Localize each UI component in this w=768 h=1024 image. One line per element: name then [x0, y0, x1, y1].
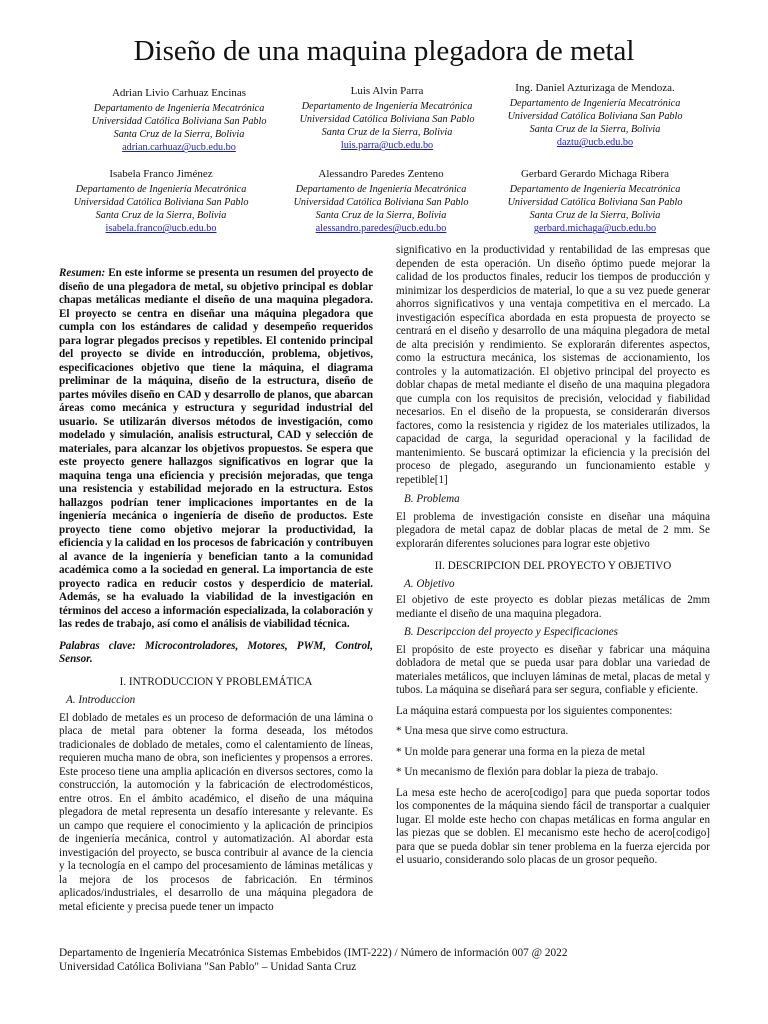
- author-email-link[interactable]: gerbard.michaga@ucb.edu.bo: [533, 223, 657, 235]
- author-univ: Universidad Católica Boliviana San Pablo: [507, 111, 683, 123]
- left-column: [59, 267, 373, 914]
- footer-line-1: Departamento de Ingeniería Mecatrónica Sistemas Embebidos (IMT-222) / Número de información 007 @ 2022: [59, 947, 568, 959]
- author-dept: Departamento de Ingeniería Mecatrónica: [75, 184, 247, 196]
- author-city: Santa Cruz de la Sierra, Bolivia: [529, 210, 661, 222]
- componentes-intro: La máquina estará compuesta por los siguientes componentes:: [396, 704, 673, 717]
- author-block: [258, 168, 504, 235]
- section-heading-2: II. DESCRIPCION DEL PROYECTO Y OBJETIVO: [434, 560, 672, 572]
- author-dept: Departamento de Ingeniería Mecatrónica: [93, 103, 265, 115]
- author-email-link[interactable]: alessandro.paredes@ucb.edu.bo: [315, 223, 447, 235]
- author-block: [38, 168, 284, 235]
- author-dept: Departamento de Ingeniería Mecatrónica: [295, 184, 467, 196]
- subsection-heading-problema: B. Problema: [404, 493, 460, 505]
- abstract-label: Resumen:: [59, 267, 106, 279]
- subsection-heading-intro: A. Introduccion: [66, 694, 136, 706]
- author-univ: Universidad Católica Boliviana San Pablo: [299, 114, 475, 126]
- author-email-link[interactable]: luis.parra@ucb.edu.bo: [340, 140, 434, 152]
- page-footer: [59, 946, 567, 974]
- author-name: Adrian Livio Carhuaz Encinas: [111, 87, 247, 99]
- author-univ: Universidad Católica Boliviana San Pablo: [293, 197, 469, 209]
- componente-item: * Un molde para generar una forma en la pieza de metal: [396, 745, 646, 758]
- paper-title: Diseño de una maquina plegadora de metal: [133, 35, 635, 67]
- author-email-link[interactable]: adrian.carhuaz@ucb.edu.bo: [122, 142, 236, 154]
- abstract: [59, 267, 373, 632]
- author-email-link[interactable]: isabela.franco@ucb.edu.bo: [105, 223, 217, 235]
- author-name: Gerbard Gerardo Michaga Ribera: [520, 168, 670, 180]
- author-name: Luis Alvin Parra: [350, 85, 424, 97]
- author-city: Santa Cruz de la Sierra, Bolivia: [315, 210, 447, 222]
- problema-paragraph: El problema de investigación consiste en diseñar una máquina plegadora de metal capaz de doblar placas de metal de 2 mm. Se explorarán diferentes soluciones para lograr este objetivo: [396, 510, 710, 550]
- author-dept: Departamento de Ingeniería Mecatrónica: [509, 184, 681, 196]
- author-univ: Universidad Católica Boliviana San Pablo: [73, 197, 249, 209]
- author-city: Santa Cruz de la Sierra, Bolivia: [529, 124, 661, 136]
- section-heading-1: I. INTRODUCCION Y PROBLEMÁTICA: [119, 675, 313, 688]
- author-block: [472, 82, 718, 149]
- author-name: Ing. Daniel Azturizaga de Mendoza.: [515, 82, 675, 94]
- author-city: Santa Cruz de la Sierra, Bolivia: [113, 129, 245, 141]
- author-name: Isabela Franco Jiménez: [109, 168, 213, 180]
- footer-line-2: Universidad Católica Boliviana "San Pablo" – Unidad Santa Cruz: [59, 961, 357, 973]
- author-email-link[interactable]: daztu@ucb.edu.bo: [556, 137, 634, 149]
- componente-item: * Un mecanismo de flexión para doblar la pieza de trabajo.: [396, 766, 659, 778]
- descripcion-paragraph: El propósito de este proyecto es diseñar y fabricar una máquina dobladora de metal que se pueda usar para doblar una variedad de materiales metálicos, que incluyen láminas de metal, placas de metal y tubos. La máquina se diseñará para ser segura, confiable y eficiente.: [396, 643, 710, 696]
- author-univ: Universidad Católica Boliviana San Pablo: [507, 197, 683, 209]
- subsection-heading-descripcion: B. Descripccion del proyecto y Especificaciones: [404, 626, 618, 638]
- author-dept: Departamento de Ingeniería Mecatrónica: [509, 98, 681, 110]
- intro-paragraph-continued: significativo en la productividad y rentabilidad de las empresas que dependen de esta operación. Un diseño óptimo puede mejorar la calidad de los productos finales, reducir los tiempos de producción y minimizar los desperdicios de material, lo que a su vez puede generar ahorros significativos y una ventaja competitiva en el mercado. La investigación específica abordada en esta propuesta de proyecto se centrará en el diseño y desarrollo de una máquina plegadora de metal de alta precisión y rendimiento. Se explorarán diferentes aspectos, como la estructura mecánica, los sistemas de accionamiento, los controles y la automatización. El objetivo principal del proyecto es doblar chapas de metal mediante el diseño de una maquina plegadora que cumpla con los requisitos de precisión, velocidad y fiabilidad necesarios. En el diseño de la propuesta, se considerarán diversos factores, como la resistencia y rigidez de los materiales utilizados, la capacidad de carga, la seguridad operacional y la facilidad de mantenimiento. Se buscará optimizar la eficiencia y la precisión del proceso de plegado, asegurando un funcionamiento estable y repetible[1]: [396, 244, 710, 486]
- intro-paragraph: El doblado de metales es un proceso de deformación de una lámina o placa de metal para obtener la forma deseada, los métodos tradicionales de doblado de metales, como el calentamiento de líneas, requieren mucha mano de obra, son ineficientes y propensos a errores. Este proceso tiene una amplia aplicación en diversos sectores, como la construcción, la automoción y la fabricación de electrodomésticos, entre otros. En el ámbito académico, el diseño de una máquina plegadora de metal representa un desafío interesante y relevante. Es un campo que requiere el conocimiento y la aplicación de principios de ingeniería mecánica, control y automatización. Al abordar esta investigación del proyecto, se busca contribuir al avance de la ciencia y la tecnología en el campo del procesamiento de láminas metálicas y la mejora de los procesos de fabricación. En términos aplicados/industriales, el desarrollo de una máquina plegadora de metal eficiente y precisa puede tener un impacto: [59, 711, 373, 913]
- author-dept: Departamento de Ingeniería Mecatrónica: [301, 101, 473, 113]
- componente-item: * Una mesa que sirve como estructura.: [396, 725, 569, 737]
- objetivo-paragraph: El objetivo de este proyecto es doblar piezas metálicas de 2mm mediante el diseño de una maquina plegadora.: [396, 594, 710, 620]
- author-city: Santa Cruz de la Sierra, Bolivia: [321, 127, 453, 139]
- author-name: Alessandro Paredes Zenteno: [318, 168, 444, 180]
- mesa-paragraph: La mesa este hecho de acero[codigo] para que pueda soportar todos los componentes de la máquina siendo fácil de transportar a cualquier lugar. El molde este hecho con chapas metálicas en forma angular en las piezas que se doblen. El mecanismo este hecho de acero[codigo] para que se pueda doblar sin tener problema en la fuerza ejercida por el usuario, considerando solo placas de un grosor pequeño.: [396, 786, 710, 866]
- right-column: [396, 244, 710, 868]
- subsection-heading-objetivo: A. Objetivo: [404, 577, 455, 590]
- author-univ: Universidad Católica Boliviana San Pablo: [91, 116, 267, 128]
- keywords: Palabras clave: Microcontroladores, Motores, PWM, Control, Sensor.: [59, 639, 373, 665]
- author-city: Santa Cruz de la Sierra, Bolivia: [95, 210, 227, 222]
- author-block: [472, 168, 718, 235]
- abstract-text: En este informe se presenta un resumen del proyecto de diseño de una plegadora de metal, su objetivo principal es doblar chapas metálicas mediante el diseño de una maquina plegadora. El proyecto se centra en diseñar una máquina plegadora que cumpla con los estándares de calidad y desempeño requeridos para lograr plegados precisos y repetibles. El contenido principal del proyecto se divide en introducción, problema, objetivos, especificaciones objetivo que tiene la máquina, el diagrama preliminar de la máquina, diseño de la estructura, diseño de partes móviles diseño en CAD y desarrollo de planos, que abarcan áreas como mecánica y estructura y seguridad industrial del usuario. Se utilizarán diversos métodos de investigación, como modelado y simulación, analisis estructural, CAD y selección de materiales, para alcanzar los objetivos propuestos. Se espera que este proyecto genere hallazgos significativos en lograr que la maquina tenga una eficiencia y precisión mejoradas, que tenga una resistencia y estabilidad mejorado en la estructura. Estos hallazgos podrían tener implicaciones importantes en de la ingeniería mecánica o ingeniería de diseño de productos. Este proyecto tiene como objetivo mejorar la productividad, la eficiencia y la calidad en los procesos de fabricación y contribuyen al avance de la ingeniería y benefician tanto a la comunidad académica como a la sociedad en general. La importancia de este proyecto radica en reducir costos y desperdicio de material. Además, se ha evaluado la viabilidad de la investigación en términos del acceso a información especializada, la colaboración y las redes de trabajo, así como el análisis de viabilidad técnica.: [59, 267, 373, 630]
